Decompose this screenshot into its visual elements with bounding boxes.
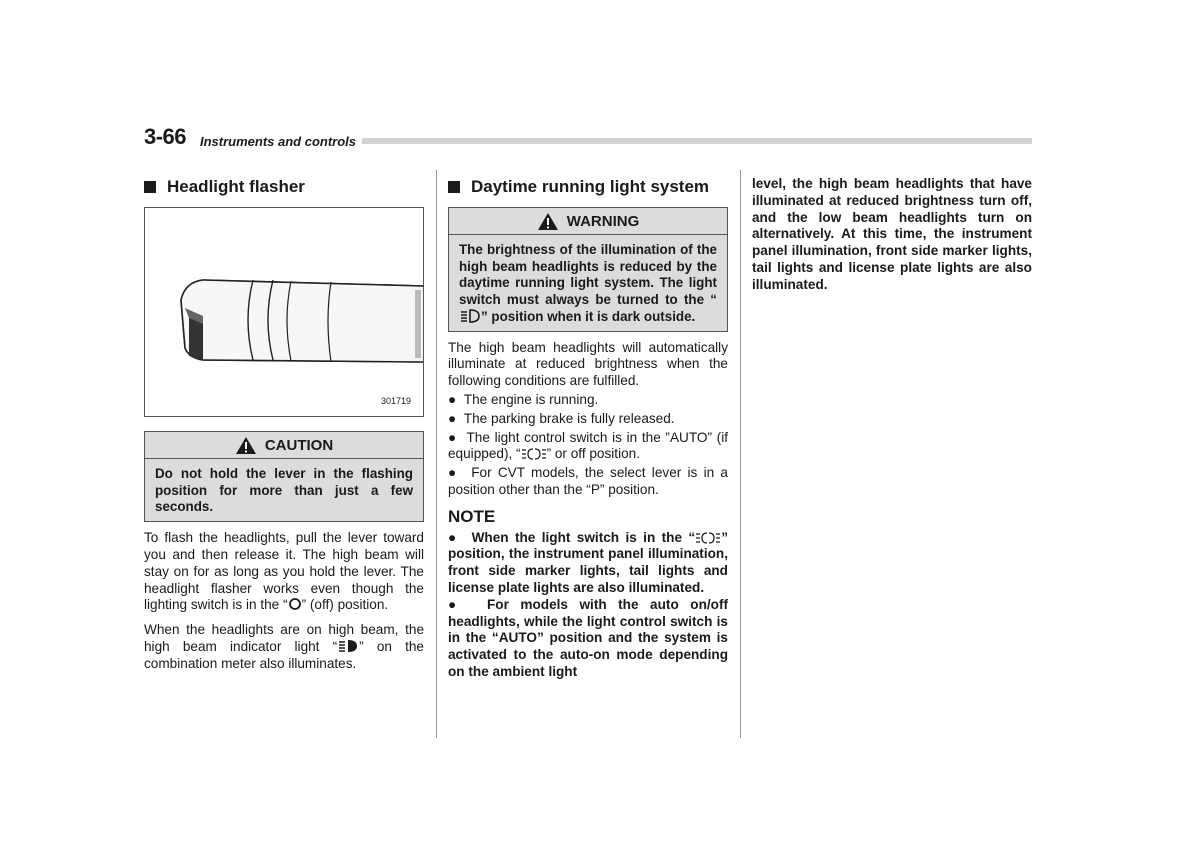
headlight-flasher-heading <box>144 175 424 199</box>
warning-triangle-icon <box>537 212 559 231</box>
warning-title: WARNING <box>566 212 640 230</box>
position-lights-icon <box>695 532 721 544</box>
headlight-symbol-icon <box>459 309 481 323</box>
warning-header <box>449 208 727 235</box>
drl-intro: The high beam headlights will automatically illuminate at reduced brightness when the following conditions are fulfilled. <box>448 339 728 389</box>
position-lights-icon <box>521 448 547 460</box>
high-beam-indicator-icon <box>337 639 359 653</box>
warning-triangle-icon <box>235 436 257 455</box>
warning-box <box>448 207 728 332</box>
section-title: Instruments and controls <box>200 134 357 149</box>
condition-bullet-4: ● For CVT models, the select lever is in a position other than the “P” position. <box>448 465 728 497</box>
middle-column <box>448 170 728 681</box>
condition-bullet-3: ● The light control switch is in the ”AUTO” (if equipped), “ ” or off position. <box>448 429 728 462</box>
heading-square-icon <box>448 181 460 193</box>
heading-text: Headlight flasher <box>167 177 305 196</box>
off-symbol-icon <box>288 597 302 611</box>
flash-instructions: To flash the headlights, pull the lever toward you and then release it. The high beam will stay on for as long as you hold the lever. The headlight flasher works even though the lighting switch is in the “ ” (off) position. <box>144 530 424 613</box>
turn-signal-lever-drawing <box>145 208 423 416</box>
heading-square-icon <box>144 181 156 193</box>
warning-text: The brightness of the illumination of the high beam headlights is reduced by the daytime running light system. The light switch must always be turned to the “” position when it is dark outside. <box>449 235 727 331</box>
note-item-2: ● For models with the auto on/off headlights, while the light control switch is in the “AUTO” position and the system is activated to the auto-on mode depending on the ambient light <box>448 596 729 680</box>
caution-header <box>145 432 423 459</box>
page-number: 3-66 <box>144 124 187 149</box>
page-header <box>144 124 1032 154</box>
condition-bullet-1: ● The engine is running. <box>448 391 599 407</box>
lever-illustration <box>144 207 424 417</box>
column-divider <box>740 170 741 738</box>
note-title: NOTE <box>448 506 496 526</box>
heading-text: Daytime running light system <box>471 177 710 196</box>
condition-bullet-2: ● The parking brake is fully released. <box>448 410 675 426</box>
header-rule <box>362 138 1032 144</box>
caution-text: Do not hold the lever in the flashing position for more than just a few seconds. <box>145 459 423 521</box>
drl-heading <box>448 175 728 199</box>
caution-title: CAUTION <box>264 436 334 454</box>
column-divider <box>436 170 437 738</box>
left-column <box>144 170 424 672</box>
high-beam-indicator-text: When the headlights are on high beam, the high beam indicator light “ ” on the combination meter also illuminates. <box>144 622 424 671</box>
caution-box <box>144 431 424 522</box>
note-continuation: level, the high beam headlights that have illuminated at reduced brightness turn off, and the low beam headlights turn on alternatively. At this time, the instrument panel illumination, front side marker lights, tail lights and license plate lights are also illuminated. <box>752 176 1032 292</box>
figure-code: 301719 <box>380 396 411 406</box>
right-column <box>752 176 1032 294</box>
note-item-1: ● When the light switch is in the “ ” position, the instrument panel illumination, front side marker lights, tail lights and license plate lights are also illuminated. <box>448 529 729 596</box>
